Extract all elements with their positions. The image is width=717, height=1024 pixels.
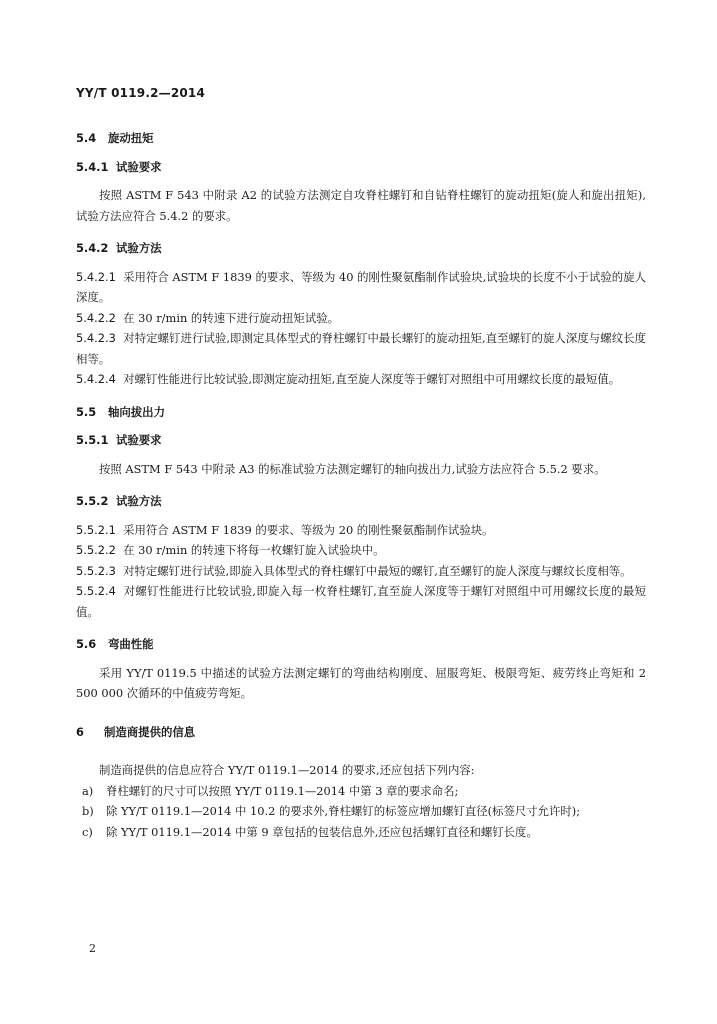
clause-number: 5.4.2.4 — [76, 372, 116, 386]
clause-number: 5.5.2.4 — [76, 584, 116, 598]
section-title: 轴向拔出力 — [108, 404, 165, 419]
clause-text: 对螺钉性能进行比较试验,即测定旋动扭矩,直至旋人深度等于螺钉对照组中可用螺纹长度的最短值。 — [123, 372, 621, 386]
clause-text: 对螺钉性能进行比较试验,即旋入每一枚脊柱螺钉,直至旋人深度等于螺钉对照组中可用螺纹长度的最短值。 — [76, 584, 646, 619]
clause-number: 5.4.2.3 — [76, 331, 116, 345]
clause-number: 5.5.2.2 — [76, 543, 116, 557]
clause-text: 在 30 r/min 的转速下将每一枚螺钉旋入试验块中。 — [123, 543, 385, 557]
section-title: 试验方法 — [116, 494, 162, 508]
section-title: 制造商提供的信息 — [104, 724, 196, 739]
list-item-text: 脊柱螺钉的尺寸可以按照 YY/T 0119.1—2014 中第 3 章的要求命名; — [106, 783, 459, 798]
clause-text: 对特定螺钉进行试验,即旋入具体型式的脊柱螺钉中最短的螺钉,直至螺钉的旋人深度与螺纹长度相等。 — [123, 563, 632, 578]
section-heading-5-4-1 — [76, 157, 646, 178]
section-number: 5.6 — [76, 637, 97, 651]
clause-5-4-2-4 — [76, 369, 646, 390]
paragraph-5-6: 采用 YY/T 0119.5 中描述的试验方法测定螺钉的弯曲结构刚度、屈服弯矩、极限弯矩、疲劳终止弯矩和 2 500 000 次循环的中值疲劳弯矩。 — [76, 665, 646, 700]
list-item — [82, 801, 646, 822]
clause-5-5-2-4 — [76, 581, 646, 622]
clause-5-4-2-2 — [76, 308, 646, 329]
section-heading-5-4 — [76, 128, 646, 149]
document-body — [76, 128, 646, 842]
section-number: 5.4.1 — [76, 159, 109, 174]
clause-5-4-2-3 — [76, 328, 646, 369]
paragraph-5-5-1: 按照 ASTM F 543 中附录 A3 的标准试验方法测定螺钉的轴向拔出力,试验方法应符合 5.5.2 要求。 — [99, 461, 606, 476]
clause-5-5-2-3 — [76, 561, 646, 582]
paragraph-5-4-1: 按照 ASTM F 543 中附录 A2 的试验方法测定自攻脊柱螺钉和自钻脊柱螺钉的旋动扭矩(旋人和旋出扭矩),试验方法应符合 5.4.2 的要求。 — [76, 188, 646, 223]
section-number: 5.5 — [76, 404, 97, 419]
section-heading-5-5-1 — [76, 430, 646, 451]
requirements-list — [76, 781, 646, 843]
section-title: 弯曲性能 — [108, 637, 154, 651]
section-heading-5-5 — [76, 402, 646, 423]
list-marker: a) — [82, 783, 94, 798]
clause-text: 在 30 r/min 的转速下进行旋动扭矩试验。 — [123, 310, 339, 325]
clause-text: 对特定螺钉进行试验,即测定具体型式的脊柱螺钉中最长螺钉的旋动扭矩,直至螺钉的旋人深度与螺纹长度相等。 — [76, 331, 646, 366]
section-number: 5.5.2 — [76, 494, 109, 508]
clause-number: 5.5.2.1 — [76, 522, 116, 537]
standard-number-header: YY/T 0119.2—2014 — [76, 86, 206, 100]
section-title: 试验要求 — [116, 433, 162, 447]
section-number: 5.4 — [76, 131, 97, 145]
clause-text: 采用符合 ASTM F 1839 的要求、等级为 20 的刚性聚氨酯制作试验块。 — [123, 522, 494, 537]
section-heading-6 — [76, 722, 646, 743]
section-heading-5-6 — [76, 634, 646, 655]
clause-5-5-2-2 — [76, 540, 646, 561]
section-title: 试验方法 — [116, 241, 162, 255]
clause-number: 5.5.2.3 — [76, 563, 116, 578]
page-number: 2 — [89, 942, 96, 955]
section-number: 5.5.1 — [76, 433, 109, 447]
section-title: 旋动扭矩 — [108, 131, 154, 145]
section-title: 试验要求 — [116, 159, 162, 174]
list-item — [82, 781, 646, 802]
clause-5-5-2-1 — [76, 520, 646, 541]
clause-number: 5.4.2.2 — [76, 310, 116, 325]
section-number: 6 — [76, 724, 84, 739]
list-item-text: 除 YY/T 0119.1—2014 中 10.2 的要求外,脊柱螺钉的标签应增加螺钉直径(标签尺寸允许时); — [106, 804, 581, 818]
clause-number: 5.4.2.1 — [76, 269, 116, 284]
section-heading-5-5-2 — [76, 491, 646, 512]
list-marker: c) — [82, 824, 93, 839]
list-marker: b) — [82, 804, 94, 818]
section-number: 5.4.2 — [76, 241, 109, 255]
list-item — [82, 822, 646, 843]
section-heading-5-4-2 — [76, 238, 646, 259]
paragraph-6: 制造商提供的信息应符合 YY/T 0119.1—2014 的要求,还应包括下列内容: — [99, 763, 475, 777]
clause-5-4-2-1 — [76, 267, 646, 308]
clause-text: 采用符合 ASTM F 1839 的要求、等级为 40 的刚性聚氨酯制作试验块,试验块的长度不小于试验的旋人深度。 — [76, 269, 646, 304]
list-item-text: 除 YY/T 0119.1—2014 中第 9 章包括的包装信息外,还应包括螺钉直径和螺钉长度。 — [106, 824, 538, 839]
